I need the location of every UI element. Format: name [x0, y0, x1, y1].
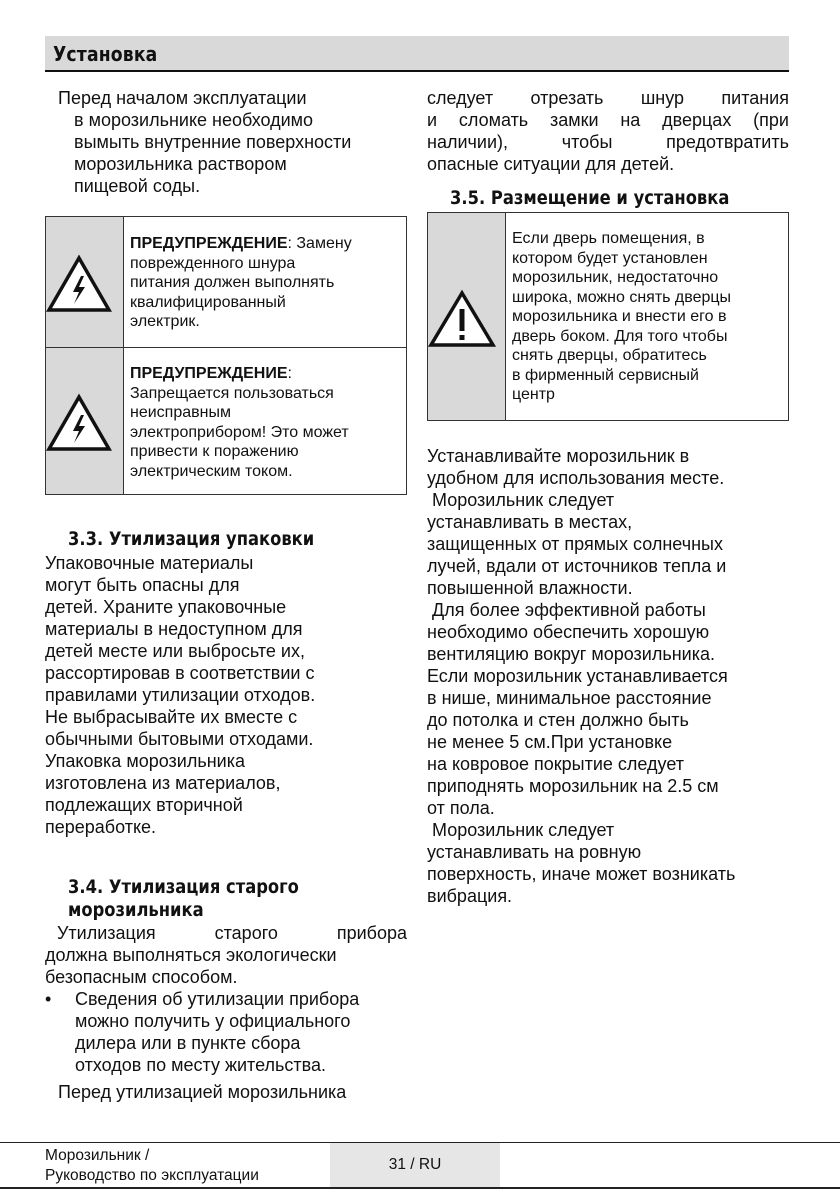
section-heading: 3.4. Утилизация старого [68, 876, 299, 898]
bullet-icon: • [45, 989, 52, 1009]
text-word: наличии), [427, 132, 508, 152]
divider [46, 347, 406, 348]
text-line: вентиляцию вокруг морозильника. [427, 644, 716, 664]
bullet-item [45, 988, 359, 1076]
intro-line: пищевой соды. [74, 176, 201, 196]
warning-line: котором будет установлен [512, 249, 708, 267]
text-line: рассортировав в соответствии с [45, 663, 315, 683]
text-line: Морозильник следует [427, 820, 615, 840]
text-line: можно получить у официального [75, 1011, 351, 1031]
text-line: изготовлена из материалов, [45, 773, 281, 793]
text-line: повышенной влажности. [427, 578, 633, 598]
warning-line: дверь боком. Для того чтобы [512, 327, 728, 345]
text-word: следует [427, 88, 494, 108]
warning-line: в фирменный сервисный [512, 366, 699, 384]
text-line: дилера или в пункте сбора [75, 1033, 301, 1053]
page-number: 31 / RU [330, 1143, 500, 1187]
text-word: прибора [336, 923, 407, 943]
text-line: подлежащих вторичной [45, 795, 243, 815]
warning-table [427, 212, 789, 421]
page-title: Установка [53, 42, 158, 66]
text-line: в нише, минимальное расстояние [427, 688, 712, 708]
text-word: и [427, 110, 438, 130]
text-word: Утилизация [57, 923, 156, 943]
text-line: могут быть опасны для [45, 575, 240, 595]
warning-line: привести к поражению [130, 443, 299, 460]
warning-line: : [287, 365, 292, 382]
warning-line: электроприбором! Это может [130, 423, 349, 441]
text-line: поверхность, иначе может возникать [427, 864, 736, 884]
text-line: защищенных от прямых солнечных [427, 534, 723, 554]
text-line: безопасным способом. [45, 967, 238, 987]
footer-line: Руководство по эксплуатации [45, 1167, 259, 1184]
text-line: Сведения об утилизации прибора [75, 989, 360, 1009]
text-line: устанавливать на ровную [427, 842, 642, 862]
warning-line: снять дверцы, обратитесь [512, 347, 707, 364]
text-word: старого [214, 923, 278, 943]
text-line: Упаковочные материалы [45, 553, 254, 573]
text-line: от пола. [427, 798, 495, 818]
text-line: Для более эффективной работы [427, 600, 706, 620]
warning-line: морозильник, недостаточно [512, 269, 719, 286]
text-line: Не выбрасывайте их вместе с [45, 707, 298, 727]
text-word: шнур [640, 88, 685, 108]
text-line: правилами утилизации отходов. [45, 685, 316, 705]
intro-line: морозильника раствором [74, 154, 287, 174]
warning-line: Если дверь помещения, в [512, 230, 705, 247]
electric-hazard-icon [46, 393, 112, 453]
warning-heading: ПРЕДУПРЕЖДЕНИЕ [130, 365, 288, 382]
warning-line: центр [512, 386, 555, 403]
text-line: необходимо обеспечить хорошую [427, 622, 710, 642]
text-line: устанавливать в местах, [427, 512, 633, 532]
text-line: на ковровое покрытие следует [427, 754, 684, 774]
intro-line: в морозильнике необходимо [74, 110, 314, 130]
text-line: приподнять морозильник на 2.5 см [427, 776, 719, 796]
text-line: до потолка и стен должно быть [427, 710, 689, 730]
warning-line: квалифицированный [130, 293, 286, 311]
text-word: питания [721, 88, 789, 108]
text-line: переработке. [45, 817, 157, 837]
text-word: сломать [458, 110, 529, 130]
warning-table [45, 216, 407, 495]
caution-exclamation-icon [428, 289, 496, 349]
section-header [45, 36, 789, 72]
text-word: дверцах [662, 110, 732, 130]
text-line: Если морозильник устанавливается [427, 666, 728, 686]
warning-line: широка, можно снять дверцы [512, 288, 732, 306]
text-line: должна выполняться экологически [45, 945, 337, 965]
warning-heading: ПРЕДУПРЕЖДЕНИЕ [130, 235, 288, 252]
text-word: на [620, 110, 641, 130]
electric-hazard-icon [46, 254, 112, 314]
text-word: предотвратить [666, 132, 789, 152]
warning-line: Запрещается пользоваться [130, 384, 334, 402]
text-line: Устанавливайте морозильник в [427, 446, 690, 466]
warning-line: неисправным [130, 404, 231, 421]
text-line: обычными бытовыми отходами. [45, 729, 314, 749]
warning-line: поврежденного шнура [130, 254, 296, 272]
section-body [427, 445, 735, 907]
section-heading: 3.3. Утилизация упаковки [68, 528, 315, 550]
footer-line: Морозильник / [45, 1147, 150, 1164]
text-line: детей. Храните упаковочные [45, 597, 287, 617]
continued-paragraph [427, 87, 789, 175]
warning-line: электрик. [130, 313, 200, 330]
warning-line: : Замену [287, 235, 352, 252]
text-word: отрезать [530, 88, 604, 108]
section-body [45, 552, 315, 838]
text-line: Перед утилизацией морозильника [58, 1082, 347, 1102]
text-line: не менее 5 см.При установке [427, 732, 673, 752]
text-line: вибрация. [427, 886, 513, 906]
text-line: удобном для использования месте. [427, 468, 725, 488]
text-line: Морозильник следует [427, 490, 615, 510]
section-heading-cont: морозильника [68, 899, 204, 921]
text-word: (при [753, 110, 789, 130]
intro-paragraph [58, 87, 351, 197]
text-line: лучей, вдали от источников тепла и [427, 556, 727, 576]
text-word: чтобы [561, 132, 613, 152]
warning-text [130, 234, 352, 332]
text-line: материалы в недоступном для [45, 619, 303, 639]
warning-text [130, 364, 349, 481]
warning-line: электрическим током. [130, 462, 293, 480]
warning-line: питания должен выполнять [130, 274, 335, 291]
section-heading: 3.5. Размещение и установка [450, 187, 730, 209]
text-line: детей месте или выбросьте их, [45, 641, 305, 661]
text-line: опасные ситуации для детей. [427, 154, 675, 174]
intro-line: Перед началом эксплуатации [58, 88, 307, 108]
text-word: замки [549, 110, 599, 130]
warning-line: морозильника и внести его в [512, 308, 727, 325]
intro-line: вымыть внутренние поверхности [74, 132, 352, 152]
warning-text [512, 229, 731, 405]
footer-doc-title [45, 1146, 259, 1186]
text-line: отходов по месту жительства. [75, 1055, 326, 1075]
text-line: Упаковка морозильника [45, 751, 245, 771]
section-body [45, 922, 407, 988]
footer-bottom-rule [0, 1187, 840, 1189]
